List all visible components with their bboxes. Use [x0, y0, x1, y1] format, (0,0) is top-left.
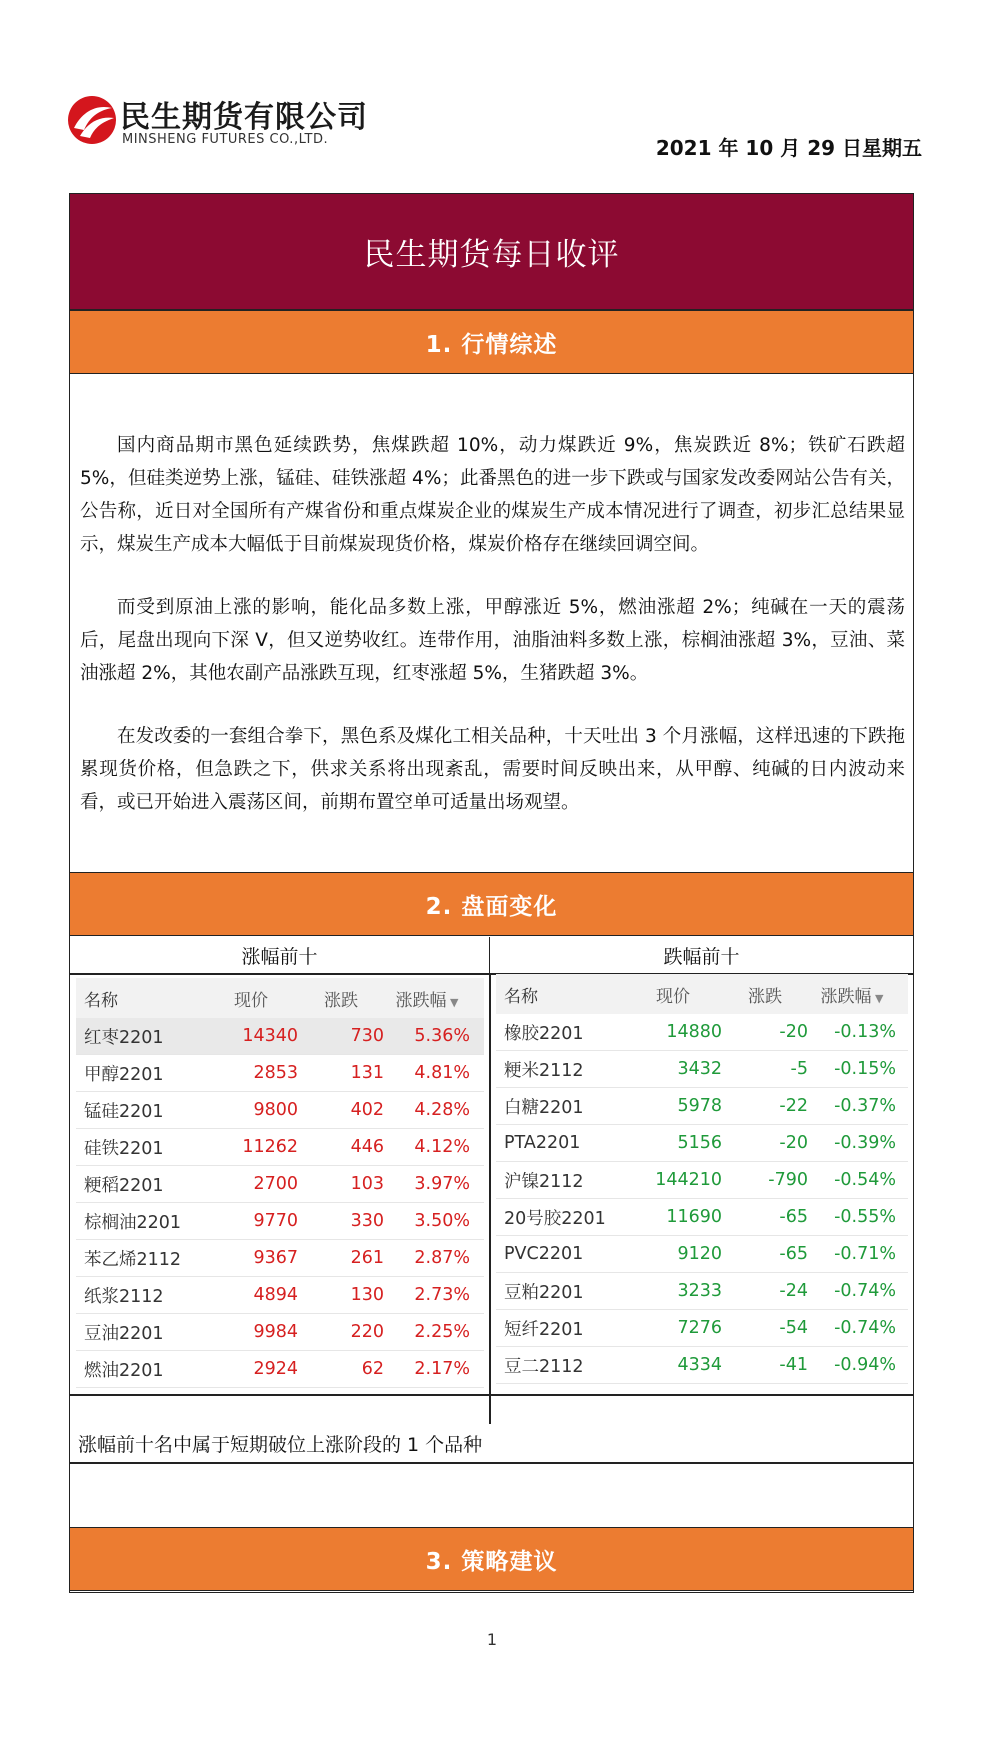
table-row[interactable] — [496, 1273, 908, 1310]
table-row[interactable] — [496, 1051, 908, 1088]
cell-change: -65 — [779, 1207, 808, 1227]
table-row[interactable] — [496, 1310, 908, 1347]
cell-name: 豆二2112 — [504, 1356, 584, 1377]
gainers-table — [76, 978, 484, 1390]
cell-change: -20 — [779, 1022, 808, 1042]
company-logo-mark-icon — [66, 94, 118, 146]
column-header-pct-label: 涨跌幅 — [395, 990, 447, 1011]
cell-pct: 5.36% — [414, 1026, 470, 1046]
section-1-header — [70, 310, 913, 374]
cell-name: 棕榈油2201 — [84, 1212, 182, 1233]
table-row[interactable] — [76, 1351, 484, 1388]
page-number: 1 — [486, 1630, 498, 1649]
section-3-header — [70, 1527, 913, 1591]
cell-price: 9800 — [253, 1100, 298, 1120]
cell-change: 446 — [350, 1137, 384, 1157]
cell-name: 锰硅2201 — [84, 1101, 164, 1122]
cell-name: 短纤2201 — [504, 1319, 584, 1340]
section-2-title: 2. 盘面变化 — [425, 893, 558, 920]
cell-change: -65 — [779, 1244, 808, 1264]
cell-name: 苯乙烯2112 — [84, 1249, 182, 1270]
cell-pct: 2.73% — [414, 1285, 470, 1305]
column-header-pct[interactable] — [384, 986, 476, 1011]
report-date: 2021 年 10 月 29 日星期五 — [655, 136, 922, 160]
cell-pct: -0.74% — [834, 1318, 896, 1338]
cell-price: 2853 — [253, 1063, 298, 1083]
cell-pct: -0.39% — [834, 1133, 896, 1153]
table-row[interactable] — [76, 1203, 484, 1240]
cell-change: 220 — [350, 1322, 384, 1342]
column-header-pct-label: 涨跌幅 — [820, 986, 872, 1007]
cell-change: -5 — [790, 1059, 808, 1079]
cell-name: PTA2201 — [504, 1133, 581, 1153]
table-header — [76, 978, 484, 1018]
cell-change: 330 — [350, 1211, 384, 1231]
cell-price: 7276 — [677, 1318, 722, 1338]
cell-price: 5978 — [677, 1096, 722, 1116]
cell-pct: 2.25% — [414, 1322, 470, 1342]
cell-change: -41 — [779, 1355, 808, 1375]
cell-price: 2700 — [253, 1174, 298, 1194]
divider — [70, 1394, 913, 1396]
cell-change: 730 — [350, 1026, 384, 1046]
sort-desc-icon: ▼ — [446, 995, 459, 1009]
cell-name: 豆粕2201 — [504, 1282, 584, 1303]
column-header-price[interactable]: 现价 — [656, 986, 690, 1007]
losers-table — [496, 974, 908, 1386]
cell-price: 9770 — [253, 1211, 298, 1231]
section-1-title: 1. 行情综述 — [425, 331, 558, 358]
cell-price: 4894 — [253, 1285, 298, 1305]
column-header-name[interactable]: 名称 — [504, 986, 538, 1007]
table-row[interactable] — [496, 1088, 908, 1125]
company-name-en: MINSHENG FUTURES CO.,LTD. — [122, 132, 329, 147]
cell-price: 14880 — [666, 1022, 722, 1042]
divider — [489, 973, 491, 1424]
report-title-band — [70, 194, 913, 310]
cell-change: -790 — [768, 1170, 808, 1190]
cell-name: 粳米2112 — [504, 1060, 584, 1081]
report-frame — [69, 193, 914, 1593]
cell-price: 5156 — [677, 1133, 722, 1153]
table-row[interactable] — [496, 1347, 908, 1384]
report-title: 民生期货每日收评 — [363, 237, 620, 273]
cell-name: PVC2201 — [504, 1244, 584, 1264]
cell-change: 103 — [350, 1174, 384, 1194]
table-row[interactable] — [496, 1199, 908, 1236]
cell-pct: -0.15% — [834, 1059, 896, 1079]
company-logo — [66, 88, 368, 158]
column-header-price[interactable]: 现价 — [234, 990, 268, 1011]
cell-name: 燃油2201 — [84, 1360, 164, 1381]
paragraph-1: 国内商品期市黑色延续跌势，焦煤跌超 10%，动力煤跌近 9%，焦炭跌近 8%；铁矿石跌超 5%，但硅类逆势上涨，锰硅、硅铁涨超 4%；此番黑色的进一步下跌或与国家发改委网站公告有关，公告称，近日对全国所有产煤省份和重点煤炭企业的煤炭生产成本情况进行了调查，初步汇总结果显示，煤炭生产成本大幅低于目前煤炭现货价格，煤炭价格存在继续回调空间。 — [80, 435, 905, 555]
table-row[interactable] — [496, 1014, 908, 1051]
cell-pct: 4.28% — [414, 1100, 470, 1120]
cell-price: 4334 — [677, 1355, 722, 1375]
cell-price: 11262 — [242, 1137, 298, 1157]
table-row[interactable] — [76, 1018, 484, 1055]
cell-pct: 4.12% — [414, 1137, 470, 1157]
cell-change: 402 — [350, 1100, 384, 1120]
cell-price: 14340 — [242, 1026, 298, 1046]
column-header-name[interactable]: 名称 — [84, 990, 118, 1011]
section-3-title: 3. 策略建议 — [425, 1548, 558, 1575]
cell-pct: 2.87% — [414, 1248, 470, 1268]
cell-price: 9367 — [253, 1248, 298, 1268]
cell-pct: -0.37% — [834, 1096, 896, 1116]
table-row[interactable] — [76, 1129, 484, 1166]
table-header — [496, 974, 908, 1014]
cell-change: 62 — [361, 1359, 384, 1379]
cell-change: -22 — [779, 1096, 808, 1116]
table-row[interactable] — [496, 1162, 908, 1199]
cell-pct: -0.71% — [834, 1244, 896, 1264]
sort-desc-icon: ▼ — [871, 991, 884, 1005]
cell-name: 沪镍2112 — [504, 1171, 584, 1192]
cell-name: 红枣2201 — [84, 1027, 164, 1048]
cell-price: 11690 — [666, 1207, 722, 1227]
gainers-title: 涨幅前十 — [70, 937, 490, 973]
table-row[interactable] — [76, 1055, 484, 1092]
cell-price: 2924 — [253, 1359, 298, 1379]
cell-change: -54 — [779, 1318, 808, 1338]
cell-name: 甲醇2201 — [84, 1064, 164, 1085]
table-row[interactable] — [76, 1092, 484, 1129]
cell-price: 144210 — [655, 1170, 722, 1190]
cell-name: 纸浆2112 — [84, 1286, 164, 1307]
cell-change: -24 — [779, 1281, 808, 1301]
column-header-pct[interactable] — [808, 982, 902, 1007]
column-header-change[interactable]: 涨跌 — [324, 990, 358, 1011]
cell-name: 20号胶2201 — [504, 1208, 606, 1229]
cell-change: 131 — [350, 1063, 384, 1083]
table-row[interactable] — [76, 1277, 484, 1314]
table-row[interactable] — [76, 1240, 484, 1277]
column-header-change[interactable]: 涨跌 — [748, 986, 782, 1007]
cell-pct: -0.74% — [834, 1281, 896, 1301]
losers-title: 跌幅前十 — [663, 945, 740, 968]
paragraph-3: 在发改委的一套组合拳下，黑色系及煤化工相关品种，十天吐出 3 个月涨幅，这样迅速的下跌拖累现货价格，但急跌之下，供求关系将出现紊乱，需要时间反映出来，从甲醇、纯碱的日内波动来看，或已开始进入震荡区间，前期布置空单可适量出场观望。 — [80, 726, 905, 813]
cell-price: 9984 — [253, 1322, 298, 1342]
cell-pct: -0.54% — [834, 1170, 896, 1190]
cell-name: 豆油2201 — [84, 1323, 164, 1344]
paragraph-2: 而受到原油上涨的影响，能化品多数上涨，甲醇涨近 5%，燃油涨超 2%；纯碱在一天的震荡后，尾盘出现向下深 V，但又逆势收红。连带作用，油脂油料多数上涨，棕榈油涨超 3%，豆油、菜油涨超 2%，其他农副产品涨跌互现，红枣涨超 5%，生猪跌超 3%。 — [80, 597, 905, 684]
table-row[interactable] — [76, 1314, 484, 1351]
cell-pct: 3.50% — [414, 1211, 470, 1231]
cell-change: 261 — [350, 1248, 384, 1268]
cell-pct: 3.97% — [414, 1174, 470, 1194]
cell-pct: 2.17% — [414, 1359, 470, 1379]
cell-name: 橡胶2201 — [504, 1023, 584, 1044]
divider — [70, 1462, 913, 1464]
table-row[interactable] — [496, 1236, 908, 1273]
cell-price: 9120 — [677, 1244, 722, 1264]
cell-price: 3432 — [677, 1059, 722, 1079]
cell-name: 白糖2201 — [504, 1097, 584, 1118]
cell-pct: -0.13% — [834, 1022, 896, 1042]
company-name-cn: 民生期货有限公司 — [120, 100, 368, 135]
cell-name: 硅铁2201 — [84, 1138, 164, 1159]
gainers-note: 涨幅前十名中属于短期破位上涨阶段的 1 个品种 — [78, 1434, 483, 1456]
cell-change: 130 — [350, 1285, 384, 1305]
cell-price: 3233 — [677, 1281, 722, 1301]
cell-change: -20 — [779, 1133, 808, 1153]
cell-pct: 4.81% — [414, 1063, 470, 1083]
cell-name: 粳稻2201 — [84, 1175, 164, 1196]
table-row[interactable] — [76, 1166, 484, 1203]
cell-pct: -0.55% — [834, 1207, 896, 1227]
section-2-header — [70, 872, 913, 936]
cell-pct: -0.94% — [834, 1355, 896, 1375]
table-row[interactable] — [496, 1125, 908, 1162]
